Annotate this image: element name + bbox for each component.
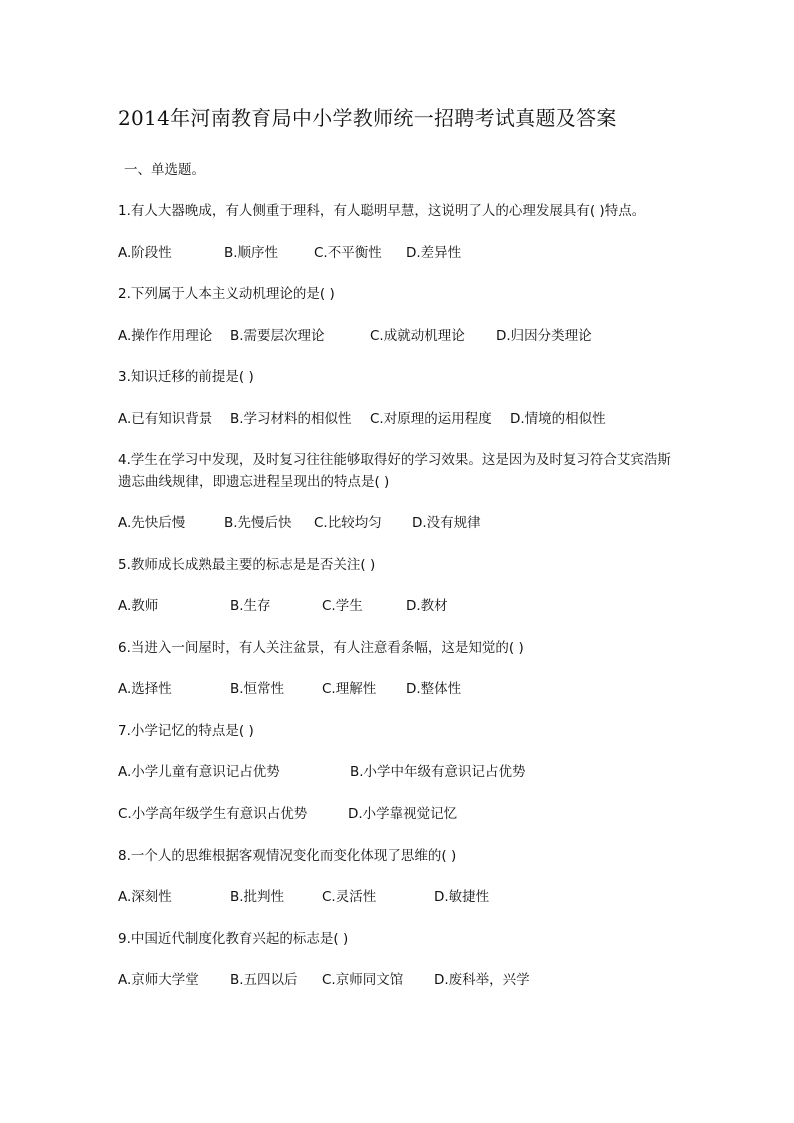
option-b: B.学习材料的相似性 (230, 411, 352, 427)
option-d: D.归因分类理论 (496, 328, 592, 344)
option-a: A.深刻性 (118, 889, 172, 905)
option-b: B.需要层次理论 (230, 328, 325, 344)
option-d: D.小学靠视觉记忆 (348, 806, 458, 822)
option-d: D.教材 (406, 598, 448, 614)
option-b: B.小学中年级有意识记占优势 (350, 764, 526, 780)
option-d: D.敏捷性 (434, 889, 490, 905)
option-a: A.阶段性 (118, 245, 172, 261)
option-c: C.京师同文馆 (322, 972, 404, 988)
option-c: C.灵活性 (322, 889, 377, 905)
option-b: B.五四以后 (230, 972, 298, 988)
option-b: B.恒常性 (230, 681, 285, 697)
question-stem: 1.有人大器晚成，有人侧重于理科，有人聪明早慧，这说明了人的心理发展具有( )特点。 (118, 203, 646, 219)
option-d: D.差异性 (406, 245, 462, 261)
question-stem: 9.中国近代制度化教育兴起的标志是( ) (118, 931, 349, 947)
option-a: A.先快后慢 (118, 515, 186, 531)
option-d: D.情境的相似性 (510, 411, 606, 427)
option-c: C.成就动机理论 (370, 328, 465, 344)
option-c: C.学生 (322, 598, 363, 614)
option-b: B.批判性 (230, 889, 285, 905)
question-stem: 5.教师成长成熟最主要的标志是是否关注( ) (118, 557, 376, 573)
document-title: 2014年河南教育局中小学教师统一招聘考试真题及答案 (118, 106, 617, 130)
question-stem: 4.学生在学习中发现，及时复习往往能够取得好的学习效果。这是因为及时复习符合艾宾浩斯遗忘曲线规律，即遗忘进程呈现出的特点是( ) (118, 452, 671, 490)
option-d: D.废科举，兴学 (434, 972, 530, 988)
question-stem: 2.下列属于人本主义动机理论的是( ) (118, 286, 335, 302)
option-b: B.生存 (230, 598, 271, 614)
option-a: A.教师 (118, 598, 159, 614)
option-b: B.顺序性 (224, 245, 279, 261)
option-c: C.不平衡性 (314, 245, 382, 261)
question-stem: 7.小学记忆的特点是( ) (118, 723, 254, 739)
option-c: C.小学高年级学生有意识占优势 (118, 806, 308, 822)
question-stem: 8.一个人的思维根据客观情况变化而变化体现了思维的( ) (118, 848, 457, 864)
question-stem: 3.知识迁移的前提是( ) (118, 369, 254, 385)
question-stem: 6.当进入一间屋时，有人关注盆景，有人注意看条幅，这是知觉的( ) (118, 640, 524, 656)
option-c: C.对原理的运用程度 (370, 411, 492, 427)
option-a: A.小学儿童有意识记占优势 (118, 764, 280, 780)
section-heading: 一、单选题。 (124, 162, 205, 178)
option-a: A.选择性 (118, 681, 172, 697)
option-c: C.理解性 (322, 681, 377, 697)
option-a: A.已有知识背景 (118, 411, 213, 427)
option-a: A.操作作用理论 (118, 328, 213, 344)
option-d: D.没有规律 (412, 515, 481, 531)
option-a: A.京师大学堂 (118, 972, 199, 988)
option-c: C.比较均匀 (314, 515, 382, 531)
option-b: B.先慢后快 (224, 515, 292, 531)
option-d: D.整体性 (406, 681, 462, 697)
